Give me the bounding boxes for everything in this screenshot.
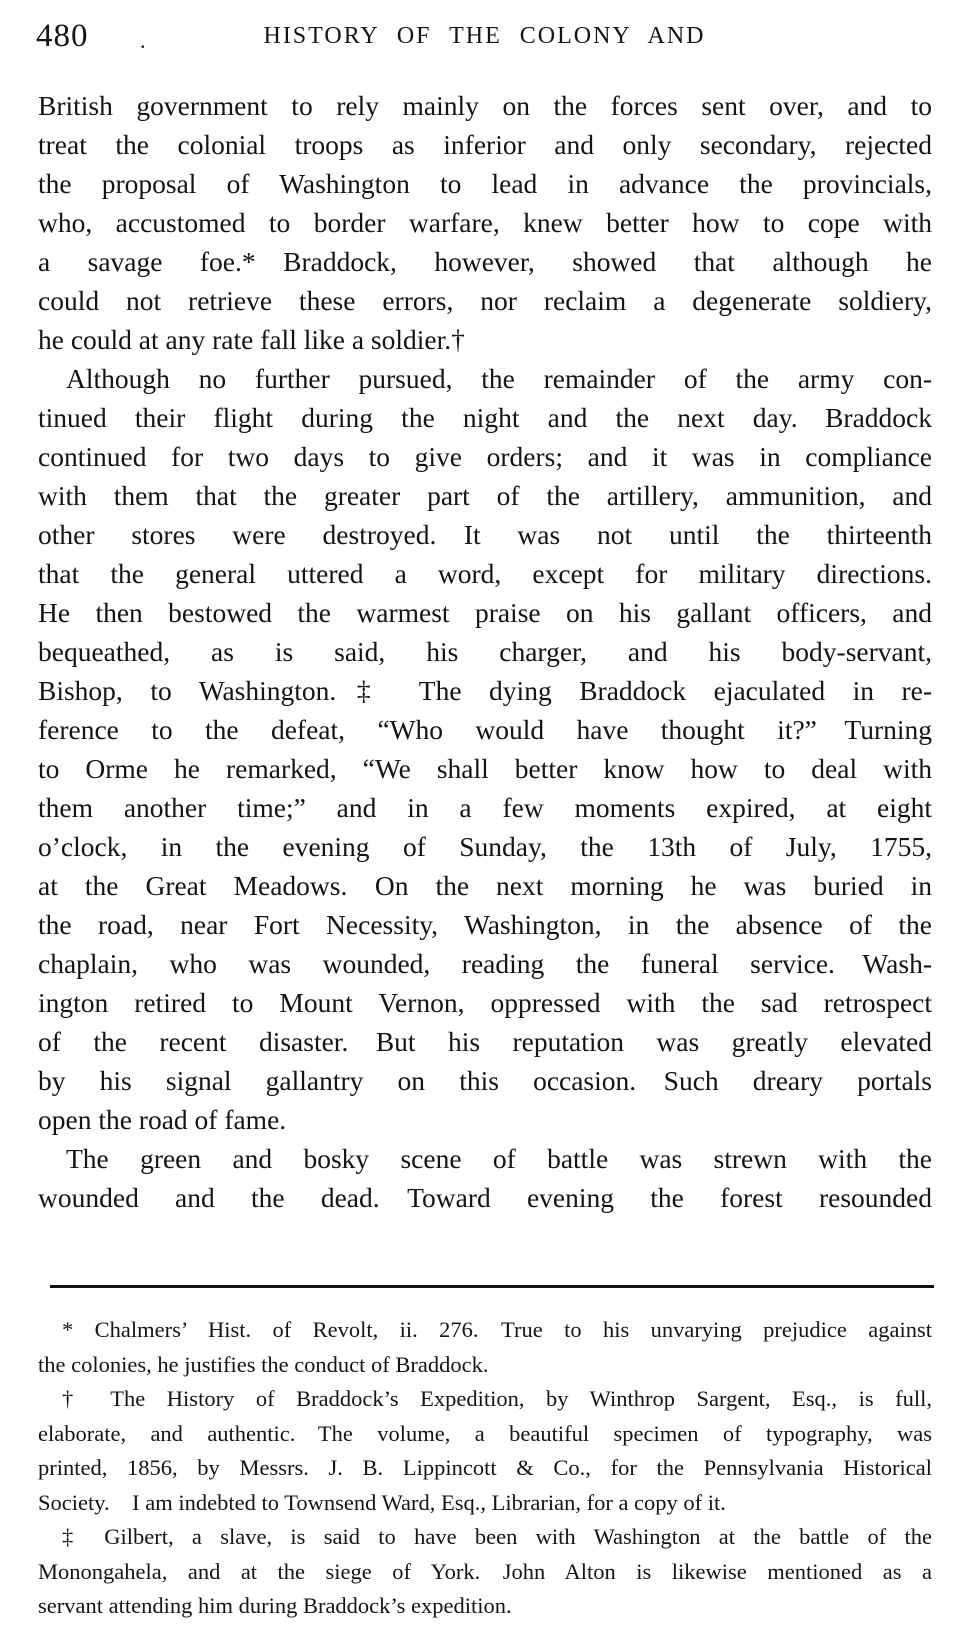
text-line: wounded and the dead. Toward evening the forest resounded — [38, 1182, 932, 1213]
page-number-dot: . — [140, 28, 146, 53]
text-line: he could at any rate fall like a soldier.† — [38, 324, 465, 355]
text-line: tinued their flight during the night and the next day. Braddock — [38, 402, 932, 433]
text-line: open the road of fame. — [38, 1104, 287, 1135]
text-line: that the general uttered a word, except for military directions. — [38, 558, 932, 589]
text-line: Monongahela, and at the siege of York. John Alton is likewise mentioned as a — [38, 1558, 932, 1584]
footnotes-section — [38, 1313, 932, 1624]
text-line: British government to rely mainly on the forces sent over, and to — [38, 90, 932, 121]
text-line: Although no further pursued, the remainder of the army con- — [66, 363, 932, 394]
running-title: HISTORY OF THE COLONY AND — [263, 23, 706, 49]
text-line: by his signal gallantry on this occasion. Such dreary portals — [38, 1065, 932, 1096]
text-line: ference to the defeat, “Who would have thought it?” Turning — [38, 714, 932, 745]
text-line: other stores were destroyed. It was not until the thirteenth — [38, 519, 932, 550]
page-header — [0, 12, 969, 58]
text-line: The green and bosky scene of battle was strewn with the — [66, 1143, 932, 1174]
text-line: printed, 1856, by Messrs. J. B. Lippincott & Co., for the Pennsylvania Historical — [38, 1455, 932, 1480]
text-line: at the Great Meadows. On the next morning he was buried in — [38, 870, 932, 901]
text-line: Bishop, to Washington.‡ The dying Braddock ejaculated in re- — [38, 675, 932, 706]
text-line: ‡ Gilbert, a slave, is said to have been with Washington at the battle of the — [62, 1524, 932, 1549]
text-line: † The History of Braddock’s Expedition, by Winthrop Sargent, Esq., is full, — [62, 1386, 932, 1411]
text-line: the proposal of Washington to lead in advance the provincials, — [38, 168, 932, 199]
text-line: of the recent disaster. But his reputation was greatly elevated — [38, 1026, 932, 1057]
text-line: o’clock, in the evening of Sunday, the 13th of July, 1755, — [38, 831, 932, 862]
text-line: servant attending him during Braddock’s expedition. — [38, 1593, 512, 1618]
text-line: the road, near Fort Necessity, Washington, in the absence of the — [38, 909, 932, 940]
text-line: bequeathed, as is said, his charger, and his body-servant, — [38, 636, 932, 667]
body-text — [38, 86, 932, 1217]
text-line: ington retired to Mount Vernon, oppressed with the sad retrospect — [38, 987, 932, 1018]
footnote-divider — [50, 1285, 934, 1288]
text-line: who, accustomed to border warfare, knew better how to cope with — [38, 207, 932, 238]
text-line: a savage foe.* Braddock, however, showed that although he — [38, 246, 932, 277]
text-line: Society. I am indebted to Townsend Ward, Esq., Librarian, for a copy of it. — [38, 1489, 726, 1515]
text-line: with them that the greater part of the artillery, ammunition, and — [38, 480, 932, 511]
text-line: elaborate, and authentic. The volume, a beautiful specimen of typography, was — [38, 1420, 932, 1446]
text-line: chaplain, who was wounded, reading the funeral service. Wash- — [38, 948, 932, 979]
text-line: He then bestowed the warmest praise on his gallant officers, and — [38, 597, 932, 628]
text-line: could not retrieve these errors, nor reclaim a degenerate soldiery, — [38, 285, 932, 316]
text-line: them another time;” and in a few moments expired, at eight — [38, 792, 932, 823]
text-line: continued for two days to give orders; and it was in compliance — [38, 441, 932, 472]
text-line: the colonies, he justifies the conduct of Braddock. — [38, 1351, 489, 1377]
text-line: to Orme he remarked, “We shall better know how to deal with — [38, 753, 932, 784]
text-line: * Chalmers’ Hist. of Revolt, ii. 276. True to his unvarying prejudice against — [62, 1317, 932, 1342]
text-line: treat the colonial troops as inferior and only secondary, rejected — [38, 129, 932, 160]
page-number: 480 — [36, 18, 89, 54]
